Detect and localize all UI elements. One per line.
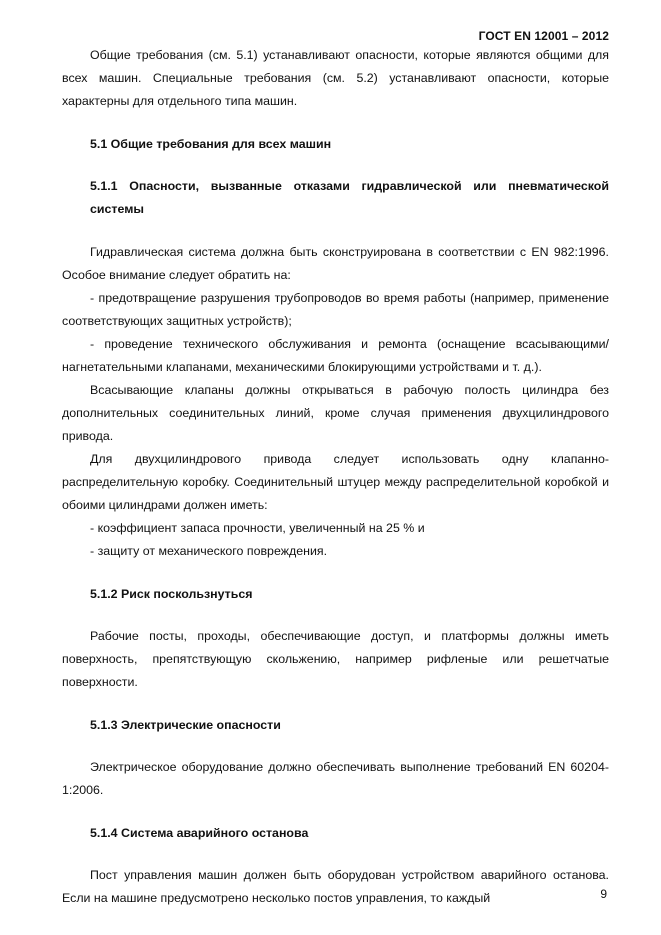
heading-5-1: 5.1 Общие требования для всех машин — [90, 137, 332, 151]
slip-paragraph: Рабочие посты, проходы, обеспечивающие доступ, и платформы должны иметь поверхность, препятствующую скольжению, например рифленые или решетчатые поверхности. — [62, 629, 609, 689]
list-item-pipeline: - предотвращение разрушения трубопроводов во время работы (например, применение соответствующих защитных устройств); — [62, 291, 609, 328]
hydraulic-paragraph: Гидравлическая система должна быть сконструирована в соответствии с EN 982:1996. Особое внимание следует обратить на: — [62, 245, 609, 282]
electric-paragraph: Электрическое оборудование должно обеспечивать выполнение требований EN 60204-1:2006. — [62, 760, 609, 797]
heading-5-1-1: 5.1.1 Опасности, вызванные отказами гидравлической или пневматической системы — [90, 179, 609, 216]
list-item-mechanical-protection: - защиту от механического повреждения. — [90, 544, 328, 558]
heading-5-1-4: 5.1.4 Система аварийного останова — [90, 826, 309, 840]
intro-paragraph: Общие требования (см. 5.1) устанавливают опасности, которые являются общими для всех машин. Специальные требования (см. 5.2) устанавливают опасности, которые характерны для отдельного типа машин. — [62, 48, 609, 108]
heading-5-1-2: 5.1.2 Риск поскользнуться — [90, 587, 253, 601]
list-item-safety-factor: - коэффициент запаса прочности, увеличенный на 25 % и — [90, 521, 425, 535]
estop-paragraph: Пост управления машин должен быть оборудован устройством аварийного останова. Если на машине предусмотрено несколько постов управления, то каждый — [62, 868, 609, 905]
document-header: ГОСТ EN 12001 – 2012 — [478, 29, 609, 43]
twin-cylinder-paragraph: Для двухцилиндрового привода следует использовать одну клапанно-распределительную коробку. Соединительный штуцер между распределительной коробкой и обоими цилиндрами должен иметь: — [62, 452, 609, 512]
page-body — [62, 44, 609, 910]
valves-paragraph: Всасывающие клапаны должны открываться в рабочую полость цилиндра без дополнительных соединительных линий, кроме случая применения двухцилиндрового привода. — [62, 383, 609, 443]
page-number: 9 — [600, 887, 607, 901]
list-item-maintenance: - проведение технического обслуживания и ремонта (оснащение всасывающими/нагнетательными клапанами, механическими блокирующими устройствами и т. д.). — [62, 337, 609, 374]
heading-5-1-3: 5.1.3 Электрические опасности — [90, 718, 281, 732]
